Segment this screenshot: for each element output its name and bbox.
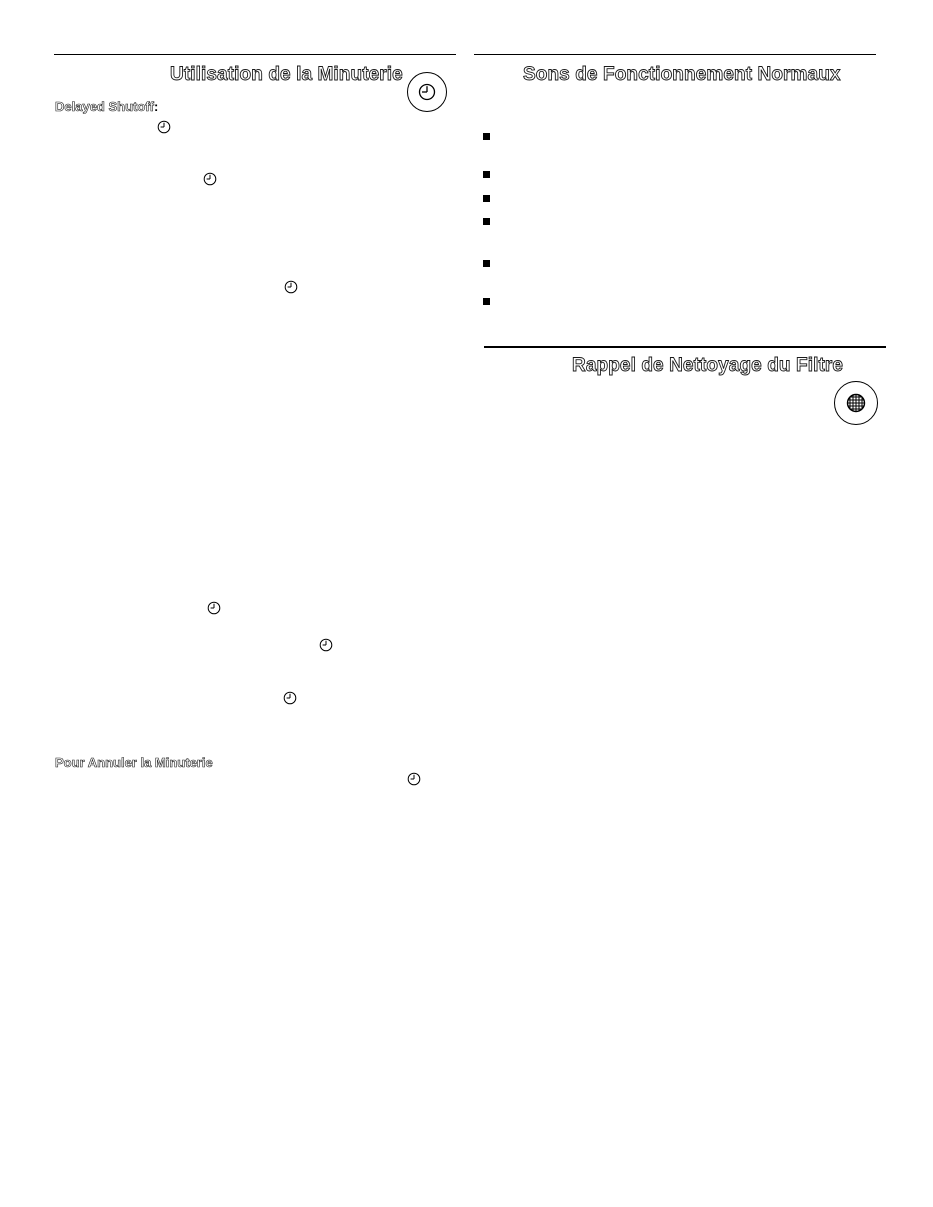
- operating-sounds-title: Sons de Fonctionnement Normaux: [523, 64, 841, 85]
- list-bullet: [483, 171, 490, 178]
- clock-icon: [407, 772, 421, 786]
- left-top-rule: [54, 54, 456, 55]
- list-bullet: [483, 298, 490, 305]
- clock-icon: [283, 691, 297, 705]
- clock-icon: [157, 120, 171, 134]
- list-bullet: [483, 133, 490, 140]
- clock-icon: [284, 280, 298, 294]
- list-bullet: [483, 218, 490, 225]
- filter-button-icon: [834, 381, 878, 425]
- delayed-shutoff-text: Delayed Shutoff: [55, 99, 154, 114]
- timer-button-icon: [407, 72, 447, 112]
- clock-icon: [319, 638, 333, 652]
- clock-icon: [203, 172, 217, 186]
- timer-section-title: Utilisation de la Minuterie: [170, 64, 403, 85]
- clock-icon: [207, 601, 221, 615]
- delayed-shutoff-label: [55, 99, 158, 114]
- right-top-rule: [474, 54, 876, 55]
- cancel-timer-label: Pour Annuler la Minuterie: [55, 755, 213, 770]
- delayed-shutoff-colon: :: [153, 99, 159, 114]
- list-bullet: [483, 195, 490, 202]
- list-bullet: [483, 260, 490, 267]
- filter-section-rule: [484, 346, 886, 348]
- filter-reminder-title: Rappel de Nettoyage du Filtre: [572, 355, 844, 376]
